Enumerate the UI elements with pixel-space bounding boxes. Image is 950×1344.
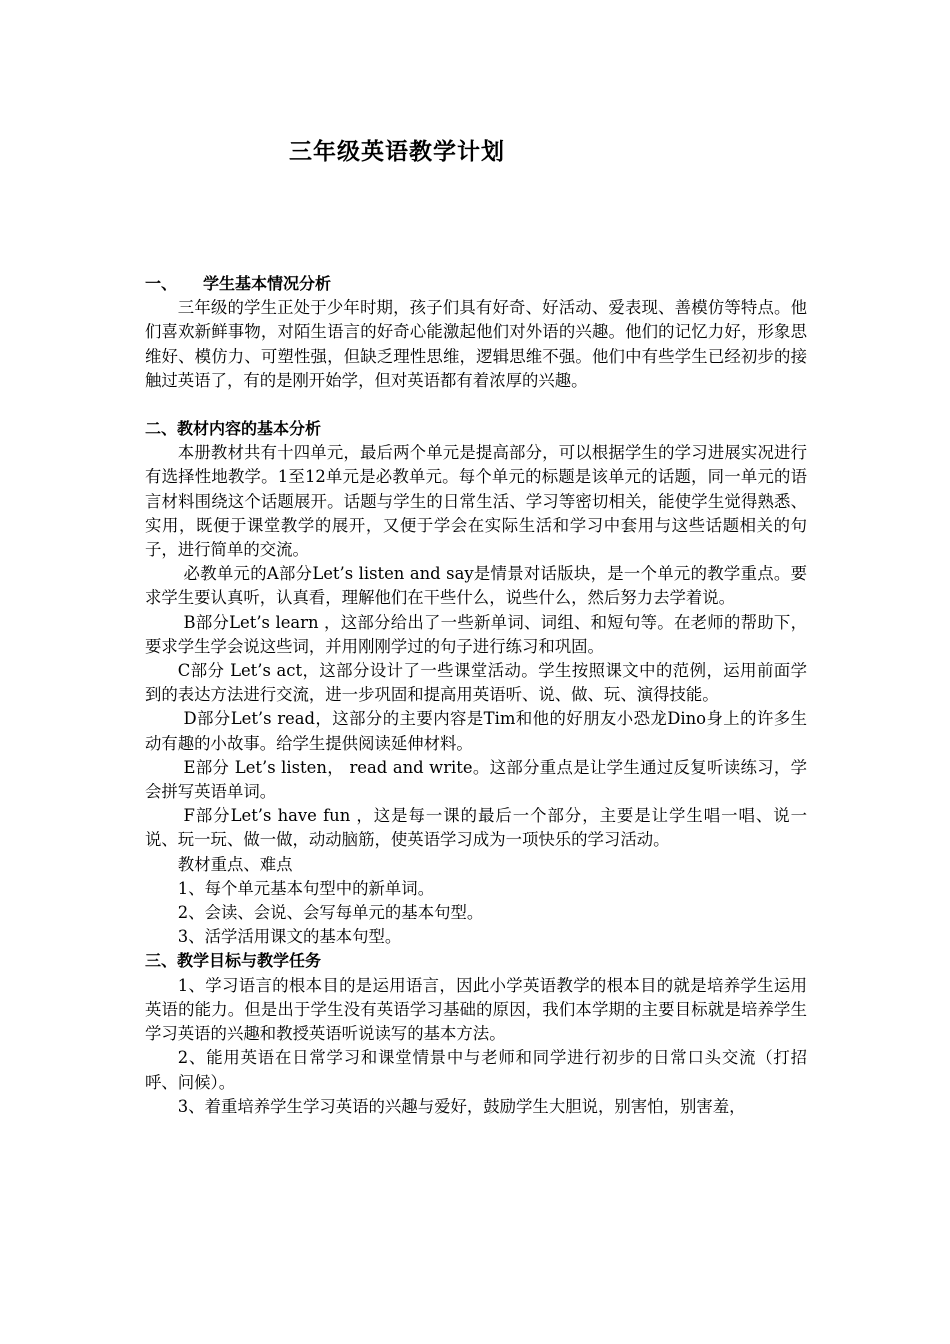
document-title: 三年级英语教学计划 xyxy=(289,139,505,165)
paragraph: C部分 Let’s act，这部分设计了一些课堂活动。学生按照课文中的范例，运用前面学到的表达方法进行交流，进一步巩固和提高用英语听、说、做、玩、演得技能。 xyxy=(145,661,807,705)
list-item: 3、活学活用课文的基本句型。 xyxy=(177,927,402,947)
paragraph: D部分Let’s read，这部分的主要内容是Tim和他的好朋友小恐龙Dino身上的许多生动有趣的小故事。给学生提供阅读延伸材料。 xyxy=(145,709,807,753)
document-body xyxy=(145,272,807,1119)
list-item: 1、每个单元基本句型中的新单词。 xyxy=(177,878,435,898)
section-1-title: 学生基本情况分析 xyxy=(203,274,332,293)
paragraph: F部分Let’s have fun ，这是每一课的最后一个部分，主要是让学生唱一唱、说一说、玩一玩、做一做，动动脑筋，使英语学习成为一项快乐的学习活动。 xyxy=(145,806,807,850)
section-2-heading: 二、教材内容的基本分析 xyxy=(145,419,322,439)
paragraph: 本册教材共有十四单元，最后两个单元是提高部分，可以根据学生的学习进展实况进行有选择性地教学。1至12单元是必教单元。每个单元的标题是该单元的话题，同一单元的语言材料围绕这个话题展开。话题与学生的日常生活、学习等密切相关，能使学生觉得熟悉、实用，既便于课堂教学的展开，又便于学会在实际生活和学习中套用与这些话题相关的句子，进行简单的交流。 xyxy=(145,443,807,560)
section-1-number: 一、 xyxy=(145,274,178,293)
list-item: 2、会读、会说、会写每单元的基本句型。 xyxy=(177,903,484,923)
paragraph: 2、能用英语在日常学习和课堂情景中与老师和同学进行初步的日常口头交流（打招呼、问候）。 xyxy=(145,1048,807,1092)
paragraph: 3、着重培养学生学习英语的兴趣与爱好，鼓励学生大胆说，别害怕，别害羞， xyxy=(177,1096,746,1116)
key-points-title: 教材重点、难点 xyxy=(177,854,293,874)
paragraph: B部分Let’s learn ，这部分给出了一些新单词、词组、和短句等。在老师的帮助下，要求学生学会说这些词，并用刚刚学过的句子进行练习和巩固。 xyxy=(145,612,807,656)
paragraph: 三年级的学生正处于少年时期，孩子们具有好奇、好活动、爱表现、善模仿等特点。他们喜欢新鲜事物，对陌生语言的好奇心能激起他们对外语的兴趣。他们的记忆力好，形象思维好、模仿力、可塑性强，但缺乏理性思维，逻辑思维不强。他们中有些学生已经初步的接触过英语了，有的是刚开始学，但对英语都有着浓厚的兴趣。 xyxy=(145,298,807,390)
paragraph: E部分 Let’s listen， read and write。这部分重点是让学生通过反复听读练习，学会拼写英语单词。 xyxy=(145,757,807,802)
paragraph: 必教单元的A部分Let’s listen and say是情景对话版块，是一个单元的教学重点。要求学生要认真听，认真看，理解他们在干些什么，说些什么，然后努力去学着说。 xyxy=(145,564,807,608)
section-1-heading xyxy=(145,272,807,296)
section-3-heading: 三、教学目标与教学任务 xyxy=(145,951,322,971)
paragraph: 1、学习语言的根本目的是运用语言，因此小学英语教学的根本目的就是培养学生运用英语的能力。但是出于学生没有英语学习基础的原因，我们本学期的主要目标就是培养学生学习英语的兴趣和教授英语听说读写的基本方法。 xyxy=(145,975,807,1044)
